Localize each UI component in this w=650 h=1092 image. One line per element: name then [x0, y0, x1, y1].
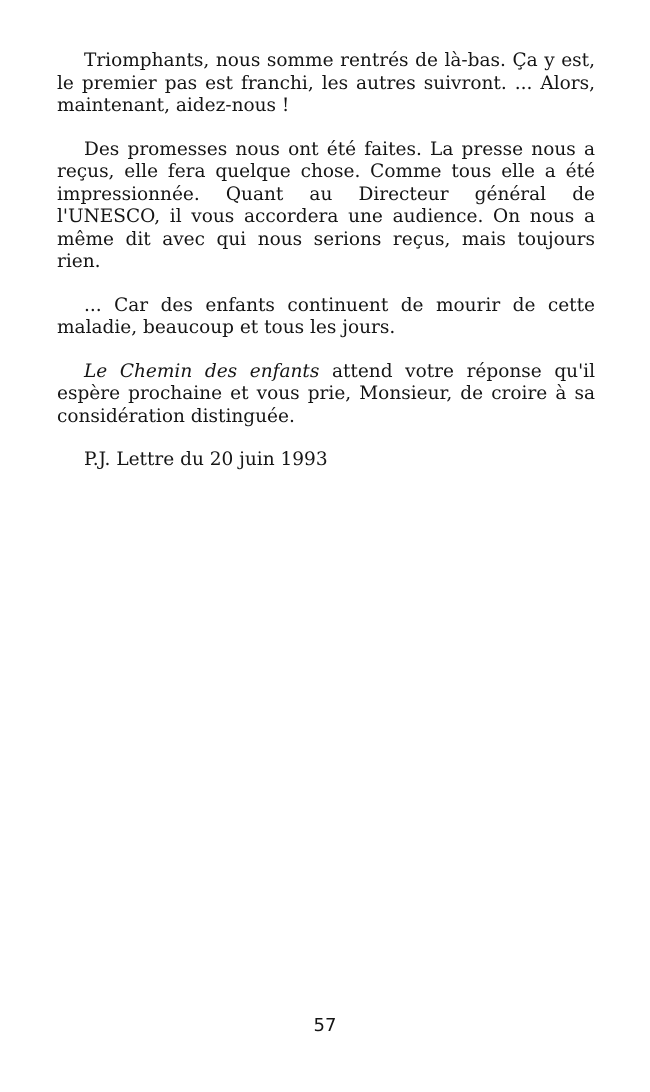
paragraph-text: Des promesses nous ont été faites. La presse nous a reçus, elle fera quelque chose. Comme tous elle a été impressionnée. Quant au Directeur général de l'UNESCO, il vous accordera une audience. On nous a même dit avec qui nous serions reçus, mais toujours rien.	[57, 138, 595, 272]
paragraph-text: attend votre réponse qu'il espère prochaine et vous prie, Monsieur, de croire à sa considération distinguée.	[57, 360, 595, 427]
paragraph-text: ... Car des enfants continuent de mourir de cette maladie, beaucoup et tous les jours.	[57, 294, 595, 338]
paragraph-text: Triomphants, nous somme rentrés de là-bas. Ça y est, le premier pas est franchi, les autres suivront. ... Alors, maintenant, aidez-nous !	[57, 50, 595, 116]
paragraph-promises	[57, 139, 595, 274]
paragraph-return	[57, 50, 595, 118]
paragraph-children	[57, 295, 595, 340]
page-body	[57, 50, 595, 493]
organization-name: Le Chemin des enfants	[84, 360, 320, 382]
paragraph-attachment	[57, 449, 595, 472]
attachment-note: P.J. Lettre du 20 juin 1993	[84, 449, 328, 470]
page-number: 57	[313, 1015, 337, 1036]
paragraph-closing	[57, 361, 595, 429]
